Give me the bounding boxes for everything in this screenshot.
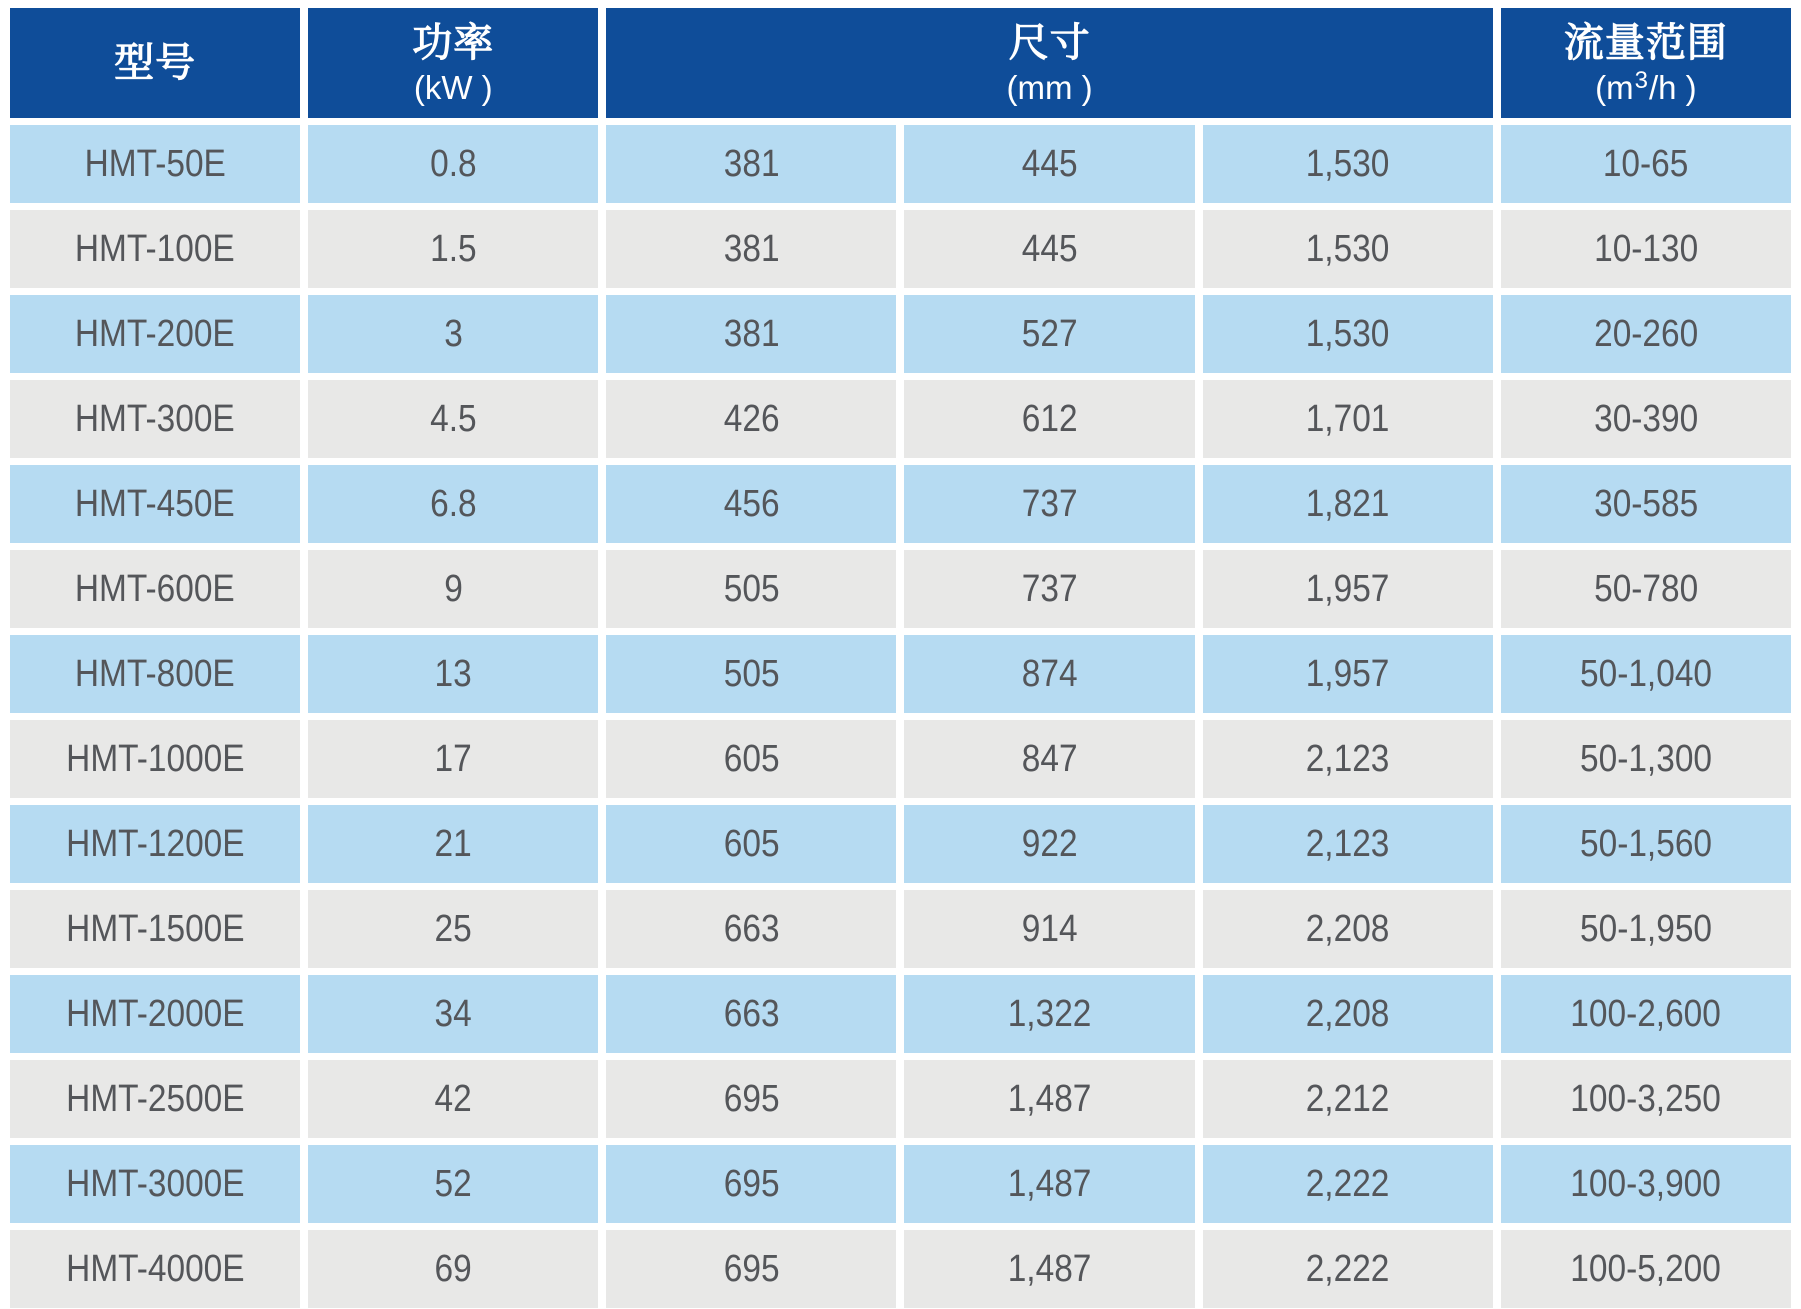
model-cell-text: HMT-450E	[75, 482, 235, 525]
dim3-cell	[1203, 210, 1493, 288]
model-cell	[10, 720, 300, 798]
flow-range-cell	[1501, 720, 1791, 798]
power-cell	[308, 805, 598, 883]
power-cell	[308, 380, 598, 458]
dim1-cell	[606, 380, 896, 458]
dim1-cell-text: 505	[723, 652, 780, 695]
dim2-cell	[904, 210, 1194, 288]
dim2-cell-text: 1,487	[1007, 1077, 1092, 1120]
flow-range-cell	[1501, 550, 1791, 628]
model-cell-text: HMT-800E	[75, 652, 235, 695]
dim1-cell	[606, 295, 896, 373]
header-model	[10, 8, 300, 118]
model-cell	[10, 125, 300, 203]
power-cell	[308, 550, 598, 628]
dim3-cell-text: 2,208	[1305, 992, 1390, 1035]
model-cell	[10, 380, 300, 458]
dim2-cell-text: 527	[1021, 312, 1078, 355]
flow-range-cell	[1501, 380, 1791, 458]
flow-range-cell-text: 50-1,950	[1579, 907, 1712, 950]
dim2-cell	[904, 295, 1194, 373]
dim3-cell	[1203, 295, 1493, 373]
dim1-cell	[606, 1060, 896, 1138]
power-cell-text: 0.8	[429, 142, 477, 185]
dim1-cell-text: 695	[723, 1247, 780, 1290]
dim3-cell-text: 1,957	[1305, 567, 1390, 610]
dim2-cell-text: 1,487	[1007, 1162, 1092, 1205]
model-cell-text: HMT-1000E	[65, 737, 245, 780]
header-flow-range-unit	[1595, 66, 1697, 107]
model-cell	[10, 1230, 300, 1308]
flow-range-cell-text: 30-390	[1593, 397, 1698, 440]
flow-range-cell	[1501, 210, 1791, 288]
dim2-cell	[904, 125, 1194, 203]
model-cell	[10, 1145, 300, 1223]
flow-range-cell	[1501, 295, 1791, 373]
model-cell-text: HMT-100E	[75, 227, 235, 270]
dim2-cell-text: 922	[1021, 822, 1078, 865]
dim3-cell	[1203, 635, 1493, 713]
flow-range-cell-text: 10-130	[1593, 227, 1698, 270]
flow-range-cell-text: 30-585	[1593, 482, 1698, 525]
power-cell	[308, 635, 598, 713]
dim1-cell	[606, 550, 896, 628]
dim2-cell-text: 874	[1021, 652, 1078, 695]
flow-range-cell	[1501, 1230, 1791, 1308]
dim3-cell-text: 2,208	[1305, 907, 1390, 950]
dim2-cell	[904, 550, 1194, 628]
header-power-unit: (kW )	[413, 68, 493, 106]
dim2-cell	[904, 465, 1194, 543]
dim3-cell	[1203, 1060, 1493, 1138]
dim1-cell-text: 605	[723, 822, 780, 865]
model-cell	[10, 635, 300, 713]
flow-range-cell	[1501, 805, 1791, 883]
power-cell	[308, 1230, 598, 1308]
flow-range-cell-text: 10-65	[1603, 142, 1689, 185]
power-cell-text: 1.5	[429, 227, 477, 270]
model-cell-text: HMT-50E	[84, 142, 226, 185]
dim2-cell	[904, 1230, 1194, 1308]
dim1-cell-text: 381	[723, 142, 780, 185]
flow-range-cell-text: 100-3,900	[1570, 1162, 1722, 1205]
power-cell	[308, 1145, 598, 1223]
model-cell-text: HMT-1500E	[65, 907, 245, 950]
dim2-cell	[904, 975, 1194, 1053]
power-cell-text: 3	[443, 312, 463, 355]
power-cell-text: 13	[434, 652, 472, 695]
power-cell	[308, 210, 598, 288]
header-dimensions-unit: (mm )	[1006, 68, 1093, 106]
dim2-cell	[904, 1145, 1194, 1223]
header-dimensions-label: 尺寸	[1008, 20, 1091, 65]
dim3-cell-text: 2,123	[1305, 737, 1390, 780]
dim1-cell	[606, 635, 896, 713]
dim1-cell-text: 456	[723, 482, 780, 525]
dim3-cell	[1203, 1230, 1493, 1308]
header-model-label: 型号	[114, 41, 197, 85]
dim1-cell-text: 381	[723, 312, 780, 355]
dim1-cell	[606, 465, 896, 543]
dim3-cell-text: 1,957	[1305, 652, 1390, 695]
power-cell	[308, 1060, 598, 1138]
dim2-cell-text: 847	[1021, 737, 1078, 780]
dim3-cell	[1203, 720, 1493, 798]
dim3-cell	[1203, 1145, 1493, 1223]
model-cell-text: HMT-2000E	[65, 992, 245, 1035]
dim2-cell	[904, 1060, 1194, 1138]
power-cell	[308, 890, 598, 968]
power-cell-text: 25	[434, 907, 472, 950]
model-cell-text: HMT-4000E	[65, 1247, 245, 1290]
dim3-cell	[1203, 550, 1493, 628]
dim1-cell-text: 695	[723, 1162, 780, 1205]
flow-range-cell	[1501, 635, 1791, 713]
flow-range-cell-text: 100-5,200	[1570, 1247, 1722, 1290]
dim2-cell-text: 445	[1021, 227, 1078, 270]
dim2-cell-text: 1,487	[1007, 1247, 1092, 1290]
flow-range-cell-text: 50-780	[1593, 567, 1698, 610]
dim3-cell-text: 1,701	[1305, 397, 1390, 440]
header-power-label: 功率	[412, 20, 495, 65]
flow-unit-superscript: 3	[1634, 66, 1648, 94]
dim3-cell	[1203, 975, 1493, 1053]
model-cell-text: HMT-600E	[75, 567, 235, 610]
dim2-cell-text: 612	[1021, 397, 1078, 440]
flow-range-cell-text: 100-3,250	[1570, 1077, 1722, 1120]
model-cell	[10, 805, 300, 883]
flow-unit-prefix: (m	[1595, 68, 1634, 106]
model-cell	[10, 295, 300, 373]
dim3-cell-text: 2,212	[1305, 1077, 1390, 1120]
dim1-cell	[606, 805, 896, 883]
power-cell-text: 17	[434, 737, 472, 780]
flow-range-cell-text: 50-1,040	[1579, 652, 1712, 695]
model-cell-text: HMT-3000E	[65, 1162, 245, 1205]
flow-range-cell-text: 100-2,600	[1570, 992, 1722, 1035]
model-cell	[10, 975, 300, 1053]
power-cell	[308, 125, 598, 203]
header-power	[308, 8, 598, 118]
dim1-cell	[606, 1230, 896, 1308]
dim1-cell	[606, 1145, 896, 1223]
power-cell	[308, 720, 598, 798]
flow-range-cell	[1501, 890, 1791, 968]
dim3-cell-text: 1,530	[1305, 142, 1390, 185]
dim1-cell	[606, 125, 896, 203]
dim1-cell-text: 381	[723, 227, 780, 270]
model-cell	[10, 890, 300, 968]
model-cell-text: HMT-1200E	[65, 822, 245, 865]
dim3-cell-text: 1,530	[1305, 312, 1390, 355]
power-cell-text: 69	[434, 1247, 472, 1290]
dim2-cell	[904, 380, 1194, 458]
model-cell-text: HMT-2500E	[65, 1077, 245, 1120]
flow-range-cell	[1501, 1060, 1791, 1138]
dim3-cell	[1203, 890, 1493, 968]
dim3-cell-text: 2,123	[1305, 822, 1390, 865]
power-cell-text: 6.8	[429, 482, 477, 525]
power-cell	[308, 975, 598, 1053]
dim3-cell-text: 1,821	[1305, 482, 1390, 525]
dim3-cell	[1203, 125, 1493, 203]
dim3-cell-text: 2,222	[1305, 1247, 1390, 1290]
header-flow-range	[1501, 8, 1791, 118]
dim1-cell-text: 605	[723, 737, 780, 780]
power-cell-text: 4.5	[429, 397, 477, 440]
dim1-cell	[606, 975, 896, 1053]
flow-range-cell	[1501, 125, 1791, 203]
flow-range-cell-text: 50-1,560	[1579, 822, 1712, 865]
dim1-cell	[606, 720, 896, 798]
dim2-cell	[904, 890, 1194, 968]
model-cell	[10, 550, 300, 628]
dim1-cell-text: 695	[723, 1077, 780, 1120]
power-cell	[308, 465, 598, 543]
header-flow-range-label: 流量范围	[1563, 20, 1728, 65]
model-cell-text: HMT-300E	[75, 397, 235, 440]
power-cell	[308, 295, 598, 373]
dim3-cell-text: 1,530	[1305, 227, 1390, 270]
model-cell	[10, 1060, 300, 1138]
dim3-cell	[1203, 465, 1493, 543]
dim2-cell-text: 737	[1021, 567, 1078, 610]
header-dimensions	[606, 8, 1493, 118]
dim3-cell	[1203, 805, 1493, 883]
dim3-cell	[1203, 380, 1493, 458]
dim1-cell	[606, 210, 896, 288]
dim2-cell-text: 445	[1021, 142, 1078, 185]
dim1-cell-text: 663	[723, 907, 780, 950]
dim1-cell	[606, 890, 896, 968]
dim1-cell-text: 505	[723, 567, 780, 610]
dim2-cell	[904, 720, 1194, 798]
dim2-cell	[904, 635, 1194, 713]
dim1-cell-text: 426	[723, 397, 780, 440]
power-cell-text: 52	[434, 1162, 472, 1205]
flow-range-cell	[1501, 465, 1791, 543]
power-cell-text: 42	[434, 1077, 472, 1120]
flow-range-cell	[1501, 1145, 1791, 1223]
dim3-cell-text: 2,222	[1305, 1162, 1390, 1205]
model-cell	[10, 465, 300, 543]
flow-unit-suffix: /h )	[1648, 68, 1697, 106]
flow-range-cell-text: 50-1,300	[1579, 737, 1712, 780]
model-cell-text: HMT-200E	[75, 312, 235, 355]
dim2-cell-text: 1,322	[1007, 992, 1092, 1035]
dim2-cell	[904, 805, 1194, 883]
flow-range-cell-text: 20-260	[1593, 312, 1698, 355]
dim2-cell-text: 737	[1021, 482, 1078, 525]
flow-range-cell	[1501, 975, 1791, 1053]
spec-table	[10, 8, 1791, 1308]
dim2-cell-text: 914	[1021, 907, 1078, 950]
model-cell	[10, 210, 300, 288]
power-cell-text: 34	[434, 992, 472, 1035]
dim1-cell-text: 663	[723, 992, 780, 1035]
power-cell-text: 21	[434, 822, 472, 865]
power-cell-text: 9	[443, 567, 463, 610]
